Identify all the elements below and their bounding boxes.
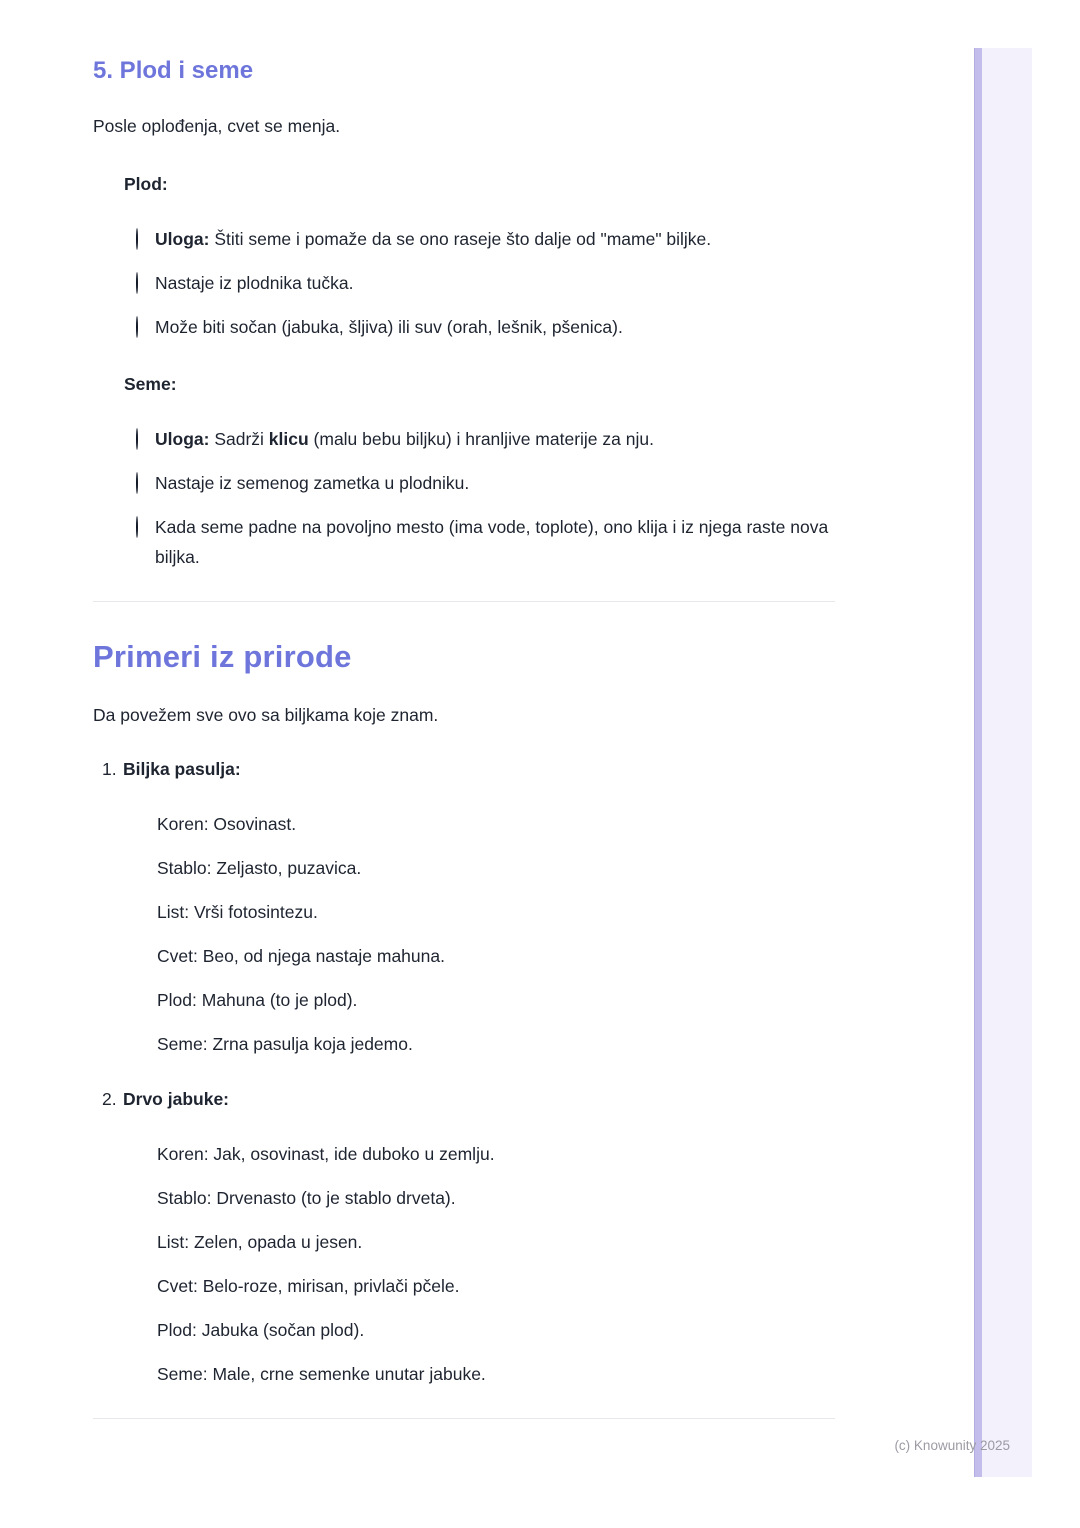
list-item-text bbox=[155, 312, 835, 342]
list-item bbox=[93, 985, 835, 1015]
bullet-group bbox=[93, 369, 835, 572]
list-item bbox=[93, 1359, 835, 1389]
list-item bbox=[93, 1315, 835, 1345]
numbered-sub-list bbox=[93, 809, 835, 1059]
list-item bbox=[93, 468, 835, 498]
open-circle-icon bbox=[136, 516, 138, 538]
list-item-text: Cvet: Beo, od njega nastaje mahuna. bbox=[157, 946, 445, 966]
list-item-text bbox=[155, 512, 835, 572]
list-item-text bbox=[155, 468, 835, 498]
list-item-text: Plod: Mahuna (to je plod). bbox=[157, 990, 358, 1010]
list-item bbox=[93, 1183, 835, 1213]
numbered-group-title: Biljka pasulja: bbox=[123, 759, 241, 779]
list-item bbox=[93, 853, 835, 883]
list-item-text bbox=[155, 424, 835, 454]
right-margin-panel bbox=[982, 48, 1032, 1477]
bold-text-segment: Uloga: bbox=[155, 429, 210, 449]
section-divider bbox=[93, 601, 835, 602]
list-item bbox=[93, 1271, 835, 1301]
sub-bullet-marker bbox=[136, 312, 155, 342]
list-item bbox=[93, 1029, 835, 1059]
bold-text-segment: klicu bbox=[268, 429, 309, 449]
document-content bbox=[93, 0, 835, 1419]
list-item-text: Stablo: Drvenasto (to je stablo drveta). bbox=[157, 1188, 456, 1208]
list-item-text: Seme: Male, crne semenke unutar jabuke. bbox=[157, 1364, 486, 1384]
list-item bbox=[93, 941, 835, 971]
numbered-group-title: Drvo jabuke: bbox=[123, 1089, 229, 1109]
copyright-watermark: (c) Knowunity 2025 bbox=[894, 1438, 1010, 1453]
sub-bullet-marker bbox=[136, 268, 155, 298]
numbered-group bbox=[93, 1084, 835, 1389]
text-segment: Nastaje iz semenog zametka u plodniku. bbox=[155, 473, 470, 493]
numbered-sub-list bbox=[93, 1139, 835, 1389]
numbered-list-primeri bbox=[93, 754, 835, 1389]
text-segment: Nastaje iz plodnika tučka. bbox=[155, 273, 354, 293]
list-item bbox=[93, 809, 835, 839]
intro-paragraph-primeri: Da povežem sve ovo sa biljkama koje znam. bbox=[93, 705, 439, 725]
text-segment: Može biti sočan (jabuka, šljiva) ili suv (orah, lešnik, pšenica). bbox=[155, 317, 623, 337]
bottom-divider bbox=[93, 1418, 835, 1419]
list-item bbox=[93, 1139, 835, 1169]
sub-bullet-marker bbox=[136, 512, 155, 542]
open-circle-icon bbox=[136, 428, 138, 450]
sub-bullet-marker bbox=[136, 424, 155, 454]
open-circle-icon bbox=[136, 316, 138, 338]
list-item bbox=[93, 897, 835, 927]
list-item bbox=[93, 224, 835, 254]
bold-text-segment: Uloga: bbox=[155, 229, 210, 249]
list-item-text: List: Vrši fotosintezu. bbox=[157, 902, 318, 922]
intro-paragraph-plod-i-seme: Posle oplođenja, cvet se menja. bbox=[93, 116, 341, 136]
list-item-text: Koren: Jak, osovinast, ide duboko u zemlju. bbox=[157, 1144, 495, 1164]
bullet-group-title: Seme: bbox=[124, 374, 177, 394]
text-segment: Sadrži bbox=[209, 429, 269, 449]
bullet-list-plod-seme bbox=[93, 169, 835, 572]
list-item-text bbox=[155, 268, 835, 298]
list-number: 1. bbox=[102, 759, 117, 779]
section-heading-primeri-iz-prirode: Primeri iz prirode bbox=[93, 639, 352, 674]
numbered-title-row bbox=[93, 754, 835, 784]
bullet-group-title-row bbox=[93, 369, 835, 399]
text-segment: Štiti seme i pomaže da se ono raseje što dalje od "mame" biljke. bbox=[209, 229, 712, 249]
list-item-text: List: Zelen, opada u jesen. bbox=[157, 1232, 363, 1252]
list-item-text: Cvet: Belo-roze, mirisan, privlači pčele. bbox=[157, 1276, 460, 1296]
text-segment: Kada seme padne na povoljno mesto (ima vode, toplote), ono klija i iz njega raste nova biljka. bbox=[155, 517, 829, 567]
list-item-text: Seme: Zrna pasulja koja jedemo. bbox=[157, 1034, 413, 1054]
list-item bbox=[93, 1227, 835, 1257]
list-item bbox=[93, 512, 835, 572]
open-circle-icon bbox=[136, 272, 138, 294]
bullet-group-title: Plod: bbox=[124, 174, 168, 194]
list-item bbox=[93, 268, 835, 298]
bullet-group bbox=[93, 169, 835, 342]
list-item-text: Stablo: Zeljasto, puzavica. bbox=[157, 858, 362, 878]
list-item-text: Plod: Jabuka (sočan plod). bbox=[157, 1320, 365, 1340]
sub-bullet-list bbox=[93, 224, 835, 342]
list-item-text bbox=[155, 224, 835, 254]
list-item bbox=[93, 312, 835, 342]
list-item bbox=[93, 424, 835, 454]
section-heading-plod-i-seme: 5. Plod i seme bbox=[93, 57, 254, 84]
sub-bullet-marker bbox=[136, 468, 155, 498]
sub-bullet-list bbox=[93, 424, 835, 572]
text-segment: (malu bebu biljku) i hranljive materije za nju. bbox=[308, 429, 654, 449]
sub-bullet-marker bbox=[136, 224, 155, 254]
numbered-title-row bbox=[93, 1084, 835, 1114]
numbered-group bbox=[93, 754, 835, 1059]
open-circle-icon bbox=[136, 472, 138, 494]
bullet-group-title-row bbox=[93, 169, 835, 199]
open-circle-icon bbox=[136, 228, 138, 250]
list-number: 2. bbox=[102, 1089, 117, 1109]
right-vertical-divider-line bbox=[974, 48, 982, 1477]
list-item-text: Koren: Osovinast. bbox=[157, 814, 297, 834]
